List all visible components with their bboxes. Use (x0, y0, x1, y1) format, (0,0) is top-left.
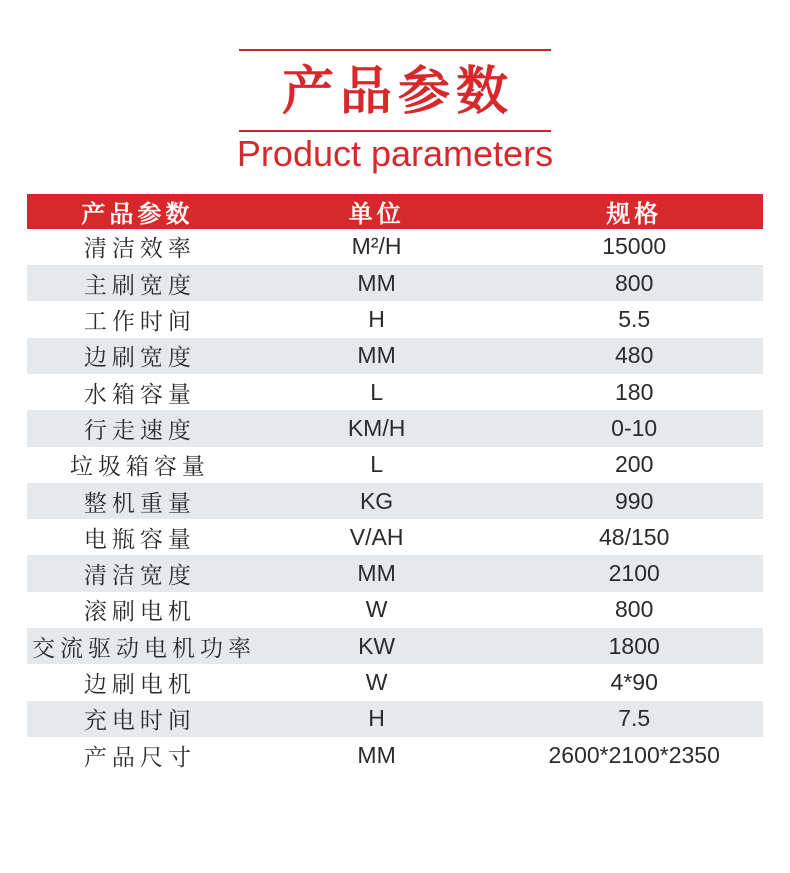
table-row (27, 555, 763, 591)
param-spec-cell: 48/150 (599, 523, 670, 550)
param-name-cell: 滚刷电机 (83, 598, 196, 625)
param-unit-cell: MM (357, 741, 396, 768)
param-spec-cell: 4*90 (610, 669, 658, 695)
table-row (27, 519, 763, 555)
table-row (27, 483, 763, 519)
param-unit-cell: KM/H (347, 414, 406, 441)
header-cell-unit: 单位 (248, 194, 506, 229)
param-spec-cell: 1800 (608, 632, 660, 659)
param-unit-cell: MM (357, 269, 396, 296)
param-spec-cell: 2100 (608, 560, 660, 587)
param-name-cell: 交流驱动电机功率 (32, 634, 256, 661)
table-row (27, 374, 763, 410)
param-name-cell: 充电时间 (83, 707, 196, 734)
param-spec-cell: 7.5 (618, 705, 651, 732)
param-unit-cell: KW (358, 632, 396, 659)
table-row (27, 737, 763, 773)
header-cell-parameter: 产品参数 (27, 194, 248, 229)
param-name-cell: 电瓶容量 (83, 525, 196, 552)
table-row (27, 447, 763, 483)
param-spec-cell: 990 (615, 487, 654, 514)
param-unit-cell: KG (359, 487, 394, 514)
page-title-zh: 产品参数 (281, 63, 514, 121)
table-body (27, 229, 763, 773)
parameters-table (27, 194, 763, 773)
param-unit-cell: M²/H (351, 233, 402, 260)
header-cell-spec: 规格 (505, 194, 763, 229)
param-unit-cell: L (370, 451, 383, 478)
page-title-en: Product parameters (236, 133, 554, 174)
param-spec-cell: 480 (615, 342, 654, 369)
table-row (27, 628, 763, 664)
param-name-cell: 工作时间 (83, 308, 196, 335)
param-name-cell: 清洁宽度 (83, 562, 196, 589)
param-unit-cell: H (368, 705, 385, 732)
param-spec-cell: 180 (615, 378, 654, 405)
param-name-cell: 产品尺寸 (83, 743, 196, 770)
table-row (27, 301, 763, 337)
param-spec-cell: 5.5 (618, 306, 651, 333)
param-unit-cell: W (365, 596, 388, 623)
param-unit-cell: H (368, 306, 385, 333)
param-name-cell: 边刷宽度 (83, 344, 196, 371)
param-spec-cell: 800 (615, 596, 654, 623)
title-divider-bottom (239, 130, 551, 132)
table-row (27, 410, 763, 446)
param-spec-cell: 200 (615, 451, 654, 478)
table-header (27, 194, 763, 229)
param-name-cell: 水箱容量 (83, 380, 196, 407)
param-name-cell: 行走速度 (83, 416, 196, 443)
param-name-cell: 主刷宽度 (83, 271, 196, 298)
param-unit-cell: L (370, 378, 383, 405)
param-name-cell: 垃圾箱容量 (69, 453, 210, 480)
param-spec-cell: 800 (615, 269, 654, 296)
param-spec-cell: 0-10 (611, 414, 658, 441)
param-spec-cell: 2600*2100*2350 (548, 741, 720, 768)
table-row (27, 229, 763, 265)
table-row (27, 664, 763, 700)
param-unit-cell: MM (357, 342, 396, 369)
table-row (27, 338, 763, 374)
title-divider-top (239, 49, 551, 51)
param-name-cell: 边刷电机 (83, 671, 196, 697)
title-block (0, 0, 790, 173)
param-unit-cell: W (365, 669, 388, 695)
param-name-cell: 整机重量 (83, 489, 196, 516)
header-row (27, 194, 763, 229)
table-row (27, 265, 763, 301)
param-spec-cell: 15000 (602, 233, 667, 260)
param-name-cell: 清洁效率 (83, 235, 196, 262)
table-row (27, 592, 763, 628)
param-unit-cell: V/AH (349, 523, 404, 550)
param-unit-cell: MM (357, 560, 396, 587)
table-row (27, 701, 763, 737)
